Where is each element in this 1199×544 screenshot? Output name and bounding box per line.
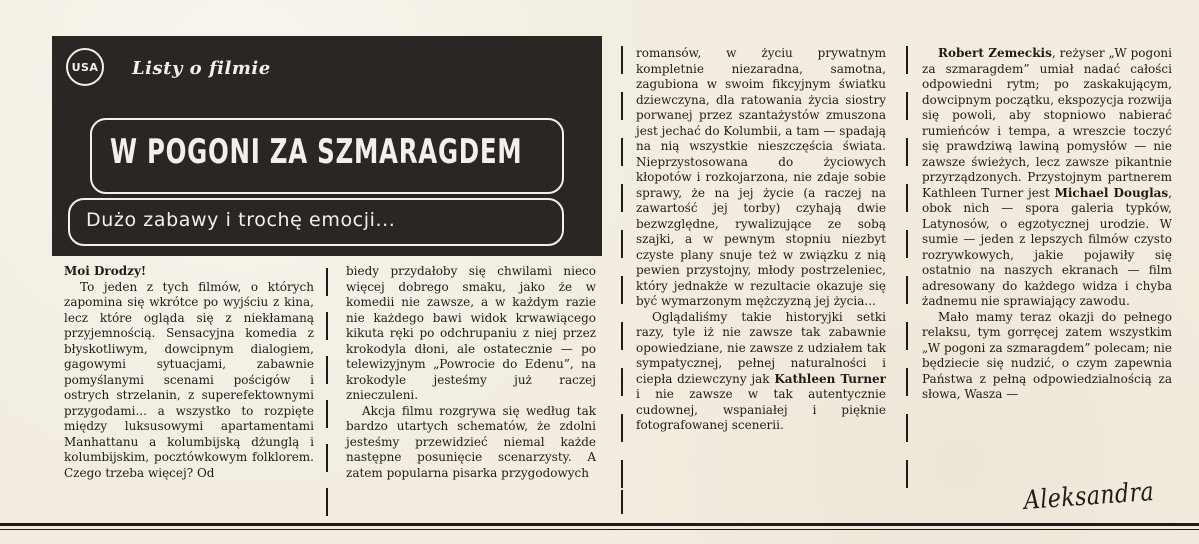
paragraph	[922, 46, 1172, 310]
column-divider	[326, 400, 328, 428]
author-signature: Aleksandra	[1022, 476, 1156, 516]
column-divider	[621, 460, 623, 488]
column-divider	[906, 92, 908, 120]
bottom-rule-thin	[0, 529, 1199, 530]
column-divider	[906, 460, 908, 488]
column-divider	[621, 368, 623, 396]
column-divider	[326, 488, 328, 516]
column-divider	[906, 46, 908, 74]
column-divider	[906, 184, 908, 212]
article-column-4	[922, 46, 1172, 403]
article-column-1	[64, 264, 314, 481]
column-divider	[906, 322, 908, 350]
column-divider	[326, 356, 328, 384]
column-divider	[906, 138, 908, 166]
text-run: i nie zawsze w tak autentycznie cudownej, wspaniałej i pięknie fotografowanej scenerii.	[636, 387, 886, 432]
article-subtitle: Dużo zabawy i trochę emocji...	[86, 209, 396, 231]
column-divider	[326, 312, 328, 340]
column-divider	[621, 184, 623, 212]
paragraph: To jeden z tych filmów, o których zapomina się wkrótce po wyjściu z kina, lecz które ogląda się z niekłamaną przyjemnością. Sensacyjna komedia z błyskotliwym, dowcipnym dialogiem, gagowymi sytuacjami, zabawnie pomyślanymi scenami pościgów i ostrych strzelanin, z superefektownymi przygodami... a wszystko to rozpięte między luksusowymi apartamentami Manhattanu a kolumbijską dżunglą i kolumbijskim, pocztówkowym folklorem. Czego trzeba więcej? Od	[64, 279, 314, 480]
bottom-rule	[0, 523, 1199, 526]
text-run: , reżyser „W pogoni za szmaragdem” umiał nadać całości odpowiedni rytm; po zaskakującym, dowcipnym początku, ekspozycja rozwija się powoli, aby stopniowo nabierać rumieńców i tempa, a wreszcie toczyć się prawdziwą lawiną pomysłów — nie zawsze świeżych, lecz zawsze pikantnie przyrządzonych. Przystojnym partnerem Kathleen Turner jest	[922, 46, 1172, 200]
director-name: Robert Zemeckis	[938, 46, 1052, 60]
column-divider	[621, 276, 623, 304]
column-divider	[621, 230, 623, 258]
article-header	[52, 36, 602, 256]
column-divider	[621, 92, 623, 120]
column-divider	[906, 276, 908, 304]
paragraph: Akcja filmu rozgrywa się według tak bardzo utartych schematów, że zdolni jesteśmy przewidzieć niemal każde następne posunięcie scenarzysty. A zatem popularna pisarka przygodowych	[346, 403, 596, 480]
column-divider	[326, 444, 328, 472]
paragraph	[636, 310, 886, 434]
column-divider	[621, 322, 623, 350]
column-divider	[906, 414, 908, 442]
article-title: W POGONI ZA SZMARAGDEM	[110, 132, 523, 172]
column-divider	[621, 490, 623, 514]
column-divider	[621, 138, 623, 166]
article-column-3	[636, 46, 886, 434]
paragraph: romansów, w życiu prywatnym kompletnie niezaradna, samotna, zagubiona w swoim fikcyjnym światku dziewczyna, dla ratowania życia siostry porwanej przez szantażystów zmuszona jest jechać do Kolumbii, a tam — spadają na nią wszystkie nieszczęścia świata. Nieprzystosowana do życiowych kłopotów i rozkojarzona, nie zdaje sobie sprawy, że na jej życie (a raczej na zawartość jej torby) czyhają dwie bezwzględne, rywalizujące ze sobą szajki, a w pewnym stopniu niezbyt czyste plany snuje też w związku z nią pewien przystojny, młody postrzeleniec, który jednakże w rezultacie okazuje się być wymarzonym mężczyzną jej życia...	[636, 46, 886, 308]
column-divider	[906, 230, 908, 258]
country-badge: USA	[66, 48, 104, 86]
text-run: , obok nich — spora galeria typków, Latynosów, o egzotycznej urodzie. W sumie — jeden z lepszych filmów czysto rozrywkowych, jakie pojawiły się ostatnio na naszych ekranach — film adresowany do każdego widza i chyba żadnemu nie sprawiający zawodu.	[922, 185, 1172, 308]
column-divider	[621, 46, 623, 74]
column-divider	[621, 414, 623, 442]
paragraph: Mało mamy teraz okazji do pełnego relaksu, tym gorręcej zatem wszystkim „W pogoni za szmaragdem” polecam; nie będziecie się nudzić, o czym zapewnia Państwa z pełną odpowiedzialnością za słowa, Wasza —	[922, 309, 1172, 401]
column-divider	[326, 268, 328, 296]
text-run: Oglądaliśmy takie historyjki setki razy, tyle iż nie zawsze tak zabawnie opowiedziane, nie zawsze z udziałem tak sympatycznej, pełnej naturalności i ciepła dziewczyny jak	[636, 309, 886, 386]
paragraph: biedy przydałoby się chwilami nieco więcej dobrego smaku, jako że w komedii nie zawsze, a w każdym razie nie każdego bawi widok krwawiącego kikuta ręki po odchrupaniu z niej przez krokodyla dłoni, ale ostatecznie — po telewizyjnym „Powrocie do Edenu”, na krokodyle jesteśmy już raczej znieczuleni.	[346, 264, 596, 402]
column-divider	[906, 368, 908, 396]
actor-name: Michael Douglas	[1054, 185, 1169, 200]
salutation: Moi Drodzy!	[64, 264, 147, 278]
section-label: Listy o filmie	[132, 58, 271, 79]
actor-name: Kathleen Turner	[774, 371, 886, 386]
article-column-2	[346, 264, 596, 481]
